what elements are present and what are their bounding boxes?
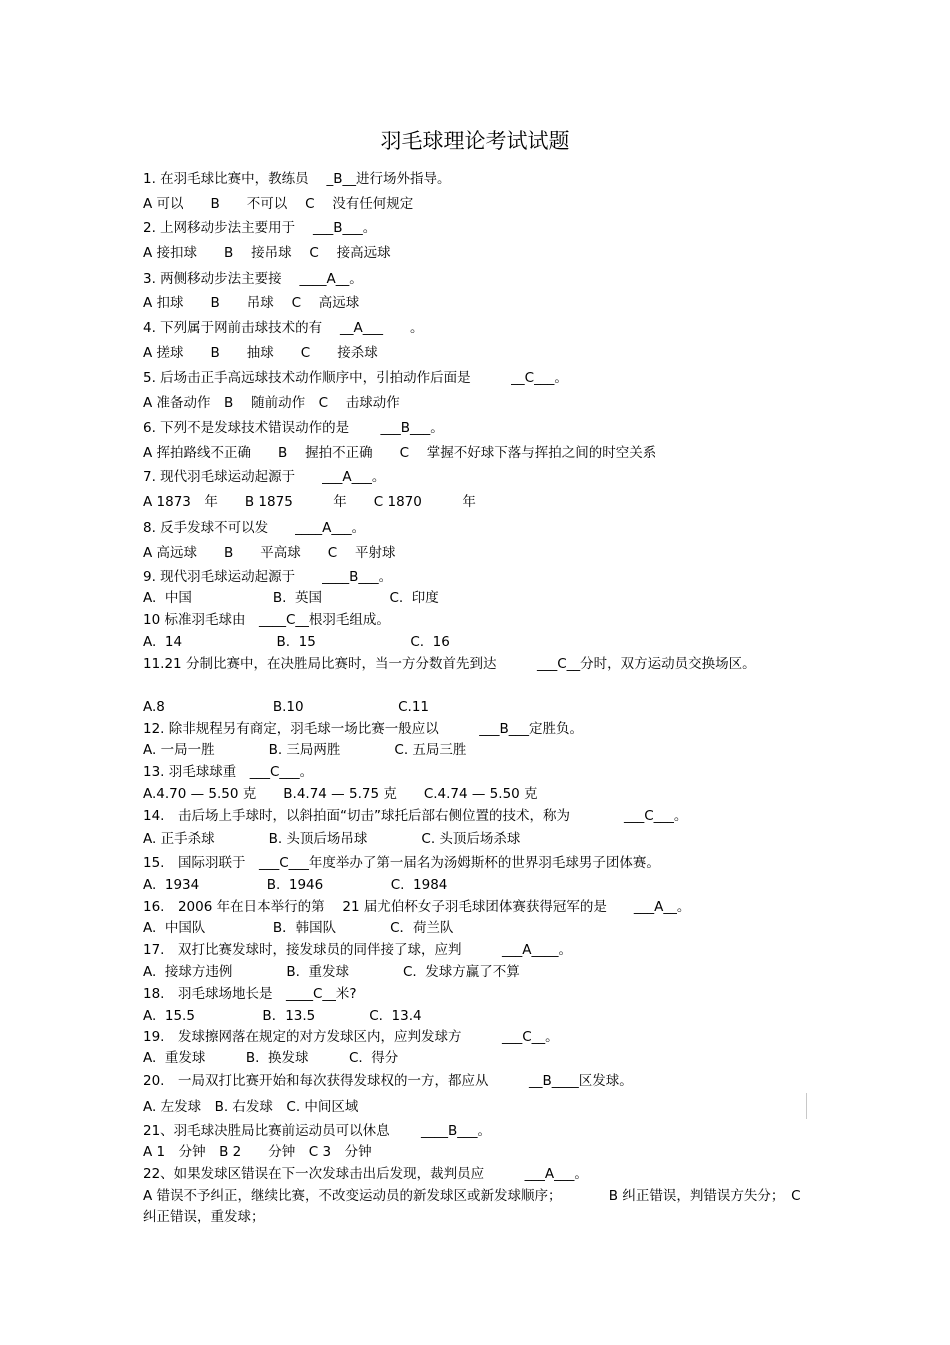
question-4: 4. 下列属于网前击球技术的有 __A___ 。 [143, 320, 424, 336]
options-3: A 扣球 B 吊球 C 高远球 [143, 295, 360, 311]
options-2: A 接扣球 B 接吊球 C 接高远球 [143, 245, 391, 261]
question-22: 22、如果发球区错误在下一次发球击出后发现，裁判员应 ___A___。 [143, 1166, 588, 1182]
question-2: 2. 上网移动步法主要用于 ___B___。 [143, 220, 377, 236]
options-9: A. 中国 B. 英国 C. 印度 [143, 590, 439, 606]
options-13: A.4.70 — 5.50 克 B.4.74 — 5.75 克 C.4.74 — 5.50 克 [143, 786, 538, 802]
options-11: A.8 B.10 C.11 [143, 699, 430, 715]
options-16: A. 中国队 B．韩国队 C．荷兰队 [143, 920, 454, 936]
question-8: 8. 反手发球不可以发 ____A___。 [143, 520, 366, 536]
question-13: 13. 羽毛球球重 ___C___。 [143, 764, 314, 780]
question-17: 17. 双打比赛发球时，接发球员的同伴接了球，应判 ___A____。 [143, 942, 572, 958]
question-5: 5. 后场击正手高远球技术动作顺序中，引拍动作后面是 __C___。 [143, 370, 568, 386]
question-14: 14. 击后场上手球时，以斜拍面“切击”球托后部右侧位置的技术，称为 ___C___。 [143, 808, 688, 824]
options-20: A. 左发球 B. 右发球 C. 中间区域 [143, 1099, 359, 1115]
options-14: A. 正手杀球 B. 头顶后场吊球 C. 头顶后场杀球 [143, 831, 521, 847]
margin-divider [806, 1093, 807, 1119]
question-12: 12. 除非规程另有商定，羽毛球一场比赛一般应以 ___B___定胜负。 [143, 721, 584, 737]
question-19: 19. 发球擦网落在规定的对方发球区内，应判发球方 ___C__。 [143, 1029, 559, 1045]
options-19: A. 重发球 B. 换发球 C. 得分 [143, 1050, 399, 1066]
options-5: A 准备动作 B 随前动作 C 击球动作 [143, 395, 400, 411]
options-1: A 可以 B 不可以 C 没有任何规定 [143, 196, 414, 212]
question-20: 20. 一局双打比赛开始和每次获得发球权的一方，都应从 __B____区发球。 [143, 1073, 633, 1089]
question-6: 6. 下列不是发球技术错误动作的是 ___B___。 [143, 420, 444, 436]
question-7: 7. 现代羽毛球运动起源于 ___A___。 [143, 469, 386, 485]
options-21: A 1 分钟 B 2 分钟 C 3 分钟 [143, 1144, 372, 1160]
exam-title: 羽毛球理论考试试题 [380, 129, 570, 153]
options-10: A. 14 B. 15 C. 16 [143, 634, 450, 650]
options-6: A 挥拍路线不正确 B 握拍不正确 C 掌握不好球下落与挥拍之间的时空关系 [143, 445, 657, 461]
question-21: 21、羽毛球决胜局比赛前运动员可以休息 ____B___。 [143, 1123, 491, 1139]
options-22: A 错误不予纠正，继续比赛，不改变运动员的新发球区或新发球顺序； B 纠正错误，判错误方失分； C纠正错误，重发球； [143, 1188, 801, 1225]
options-12: A. 一局一胜 B. 三局两胜 C. 五局三胜 [143, 742, 467, 758]
options-7: A 1873 年 B 1875 年 C 1870 年 [143, 494, 476, 510]
question-15: 15. 国际羽联于 ___C___年度举办了第一届名为汤姆斯杯的世界羽毛球男子团体赛。 [143, 855, 660, 871]
options-4: A 搓球 B 抽球 C 接杀球 [143, 345, 378, 361]
question-3: 3. 两侧移动步法主要接 ____A__。 [143, 271, 363, 287]
question-9: 9. 现代羽毛球运动起源于 ____B___。 [143, 569, 393, 585]
question-1: 1. 在羽毛球比赛中，教练员 _B__进行场外指导。 [143, 171, 451, 187]
options-18: A. 15.5 B．13.5 C. 13.4 [143, 1008, 422, 1024]
question-16: 16. 2006 年在日本举行的第 21 届尤伯杯女子羽毛球团体赛获得冠军的是 ___A__。 [143, 899, 691, 915]
options-17: A. 接球方违例 B. 重发球 C. 发球方赢了不算 [143, 964, 520, 980]
question-10: 10 标准羽毛球由 ____C__根羽毛组成。 [143, 612, 390, 628]
question-11: 11.21 分制比赛中，在决胜局比赛时，当一方分数首先到达 ___C__分时，双方运动员交换场区。 [143, 656, 756, 672]
options-8: A 高远球 B 平高球 C 平射球 [143, 545, 396, 561]
question-18: 18. 羽毛球场地长是 ____C__米? [143, 986, 357, 1002]
options-15: A. 1934 B. 1946 C. 1984 [143, 877, 448, 893]
